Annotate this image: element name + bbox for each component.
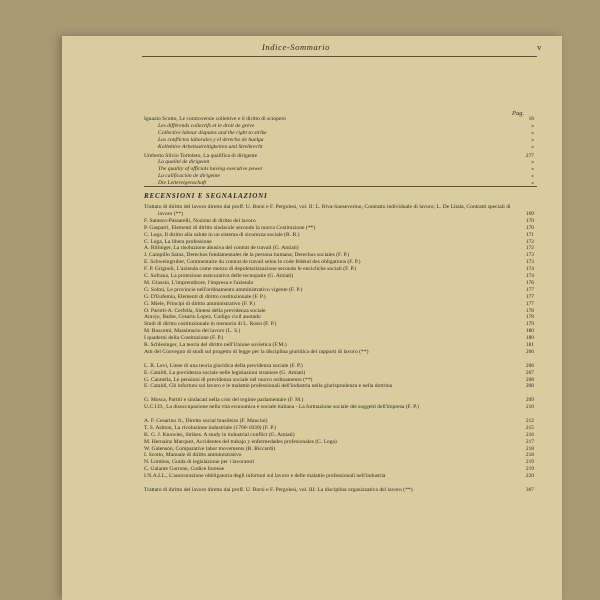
review-text: I.N.A.I.L., L'assicurazione obbligatoria degli infortuni sul lavoro e delle malattie professionali nell'industria — [144, 473, 386, 480]
entry-page: » — [531, 143, 534, 150]
review-entry — [144, 280, 534, 287]
review-text: Trattato di diritto del lavoro diretto dai proff. U. Borsi e F. Pergolesi, vol. II: L. Riva-Sanseverino, Contratto individuale di lavoro; L. De Litala, Contratti speciali di lavoro (**) — [144, 204, 511, 217]
review-page: 220 — [525, 473, 534, 480]
review-page: 210 — [525, 404, 534, 411]
review-page: 173 — [525, 259, 534, 266]
review-text: C. Galante Garrone, Codice forense — [144, 466, 225, 473]
review-text: G. D'Eufemia, Elementi di diritto costituzionale (F. P.) — [144, 293, 266, 300]
review-page: 217 — [525, 438, 534, 445]
review-text: U.C.I.D., La disoccupazione nella vita economica e sociale italiana - La formazione sociale dei soggetti dell'impresa (F. P.) — [144, 404, 419, 411]
entry-text: Umberto Silvio Tortoleto, La qualifica di dirigente — [144, 152, 258, 159]
review-entry — [144, 287, 534, 294]
review-page: 174 — [525, 266, 534, 273]
review-page: 173 — [525, 252, 534, 259]
article-entry — [144, 116, 534, 123]
review-entry — [144, 225, 534, 232]
review-entry — [144, 204, 534, 218]
entry-text: Die Leitereigenschaft — [158, 180, 207, 187]
review-text: I quaderni della Costituzione (F. P.) — [144, 335, 224, 342]
entry-page: » — [531, 129, 534, 136]
review-text: Atti del Convegno di studi sul progetto di legge per la disciplina giuridica dei rapporti di lavoro (**) — [144, 348, 369, 355]
entry-page: » — [531, 122, 534, 129]
review-entry — [144, 308, 534, 315]
entry-page: » — [531, 180, 534, 187]
review-page: 177 — [525, 293, 534, 300]
review-text: Trattato di diritto del lavoro diretto dai proff. U. Borsi e F. Pergolesi, vol. III: La disciplina organizzativa del lavoro (**) — [144, 486, 413, 493]
review-page: 178 — [525, 307, 534, 314]
review-entry — [144, 273, 534, 280]
review-text: N. Lombos, Guida di legislazione per i lavoratori — [144, 459, 255, 466]
review-page: 170 — [525, 224, 534, 231]
review-text: A. F. Cesarino Jr., Direito social brasileiro (F. Mancini) — [144, 417, 268, 424]
review-entry — [144, 425, 534, 432]
review-entry — [144, 266, 534, 273]
header-title: Indice-Sommario — [262, 42, 331, 52]
article-translation — [158, 130, 534, 137]
review-entry — [144, 294, 534, 301]
review-text: C. Lega, La libera professione — [144, 238, 212, 245]
review-page: 171 — [525, 231, 534, 238]
review-text: E. Cataldi, La previdenza sociale nelle legislazioni straniere (G. Amiati) — [144, 369, 306, 376]
review-page: 307 — [525, 486, 534, 493]
review-entry — [144, 301, 534, 308]
review-page: 172 — [525, 238, 534, 245]
entry-page: » — [531, 136, 534, 143]
review-entry — [144, 232, 534, 239]
review-text: T. S. Ashton, La rivoluzione industriale (1760-1830) (F. P.) — [144, 424, 276, 431]
article-translation — [158, 144, 534, 151]
review-entry — [144, 452, 534, 459]
entry-text: Les différends collectifs et le droit de grève — [158, 122, 255, 129]
review-text: J. Campillo Sainz, Derechos fundamentales de la persona humana; Derechos sociales (F. P.) — [144, 252, 350, 259]
section-rule — [144, 186, 537, 187]
review-page: 177 — [525, 286, 534, 293]
review-text: O. Parotti-A. Cerfella, Sintesi della previdenza sociale — [144, 307, 266, 314]
review-page: 169 — [525, 210, 534, 217]
review-text: W. Galenson, Comparative labor movements (R. Riccardi) — [144, 445, 276, 452]
article-translation — [158, 137, 534, 144]
review-page: 218 — [525, 445, 534, 452]
review-entry — [144, 383, 534, 390]
review-entry — [144, 370, 534, 377]
review-page: 215 — [525, 424, 534, 431]
review-entry — [144, 432, 534, 439]
review-page: 180 — [525, 335, 534, 342]
review-text: I. Scotto, Manuale di diritto amministrativo — [144, 452, 242, 459]
entry-page: » — [531, 159, 534, 166]
review-page: 208 — [525, 376, 534, 383]
entry-text: Ignazio Scotto, Le controversie collettive e il diritto di sciopero — [144, 116, 286, 122]
review-page: 179 — [525, 321, 534, 328]
review-text: K. G. J. Knowles, Strikes. A study in industrial conflict (G. Amiati) — [144, 431, 295, 438]
entry-text: The quality of officials having executive power — [158, 166, 263, 173]
review-page: 218 — [525, 452, 534, 459]
review-entry — [144, 218, 534, 225]
entry-text: Kollektive Arbeitsstreitigkeiten und Streikrecht — [158, 143, 263, 150]
review-page: 180 — [525, 328, 534, 335]
review-text: M. Buscemi, Massimario del lavoro (L. S.) — [144, 328, 241, 335]
review-text: M. Hernainz Marquez, Accidentes del trabajo y enfermedades profesionales (C. Lega) — [144, 438, 337, 445]
review-entry — [144, 487, 534, 494]
review-entry — [144, 404, 534, 411]
entry-text: La calificación de dirigente — [158, 173, 220, 180]
article-translation — [158, 173, 534, 180]
review-page: 181 — [525, 342, 534, 348]
review-page: 219 — [525, 466, 534, 473]
entry-page: » — [531, 173, 534, 180]
review-entry — [144, 342, 534, 349]
review-text: Aravjo, Barbe, Cesario Lopez, Codigo civil anotado — [144, 314, 261, 321]
review-text: G. Solmi, Le provincie nell'ordinamento amministrativo vigente (F. P.) — [144, 286, 303, 293]
review-page: 178 — [525, 314, 534, 321]
review-entry — [144, 418, 534, 425]
review-page: 206 — [525, 348, 534, 355]
review-page: 212 — [525, 417, 534, 424]
review-page: 177 — [525, 300, 534, 307]
review-page: 206 — [525, 362, 534, 369]
article-translation — [158, 123, 534, 130]
entry-text: La qualité de dirigeant — [158, 159, 210, 166]
review-text: L. R. Levi, Linee di una teoria giuridica della previdenza sociale (F. P.) — [144, 362, 303, 369]
review-page: 216 — [525, 431, 534, 438]
review-page: 208 — [525, 383, 534, 390]
review-text: P. Gasparri, Elementi di diritto sindacale secondo la nuova Costituzione (**) — [144, 224, 316, 231]
review-entry — [144, 363, 534, 370]
review-entry — [144, 335, 534, 342]
review-page: 172 — [525, 245, 534, 252]
review-page: 207 — [525, 369, 534, 376]
header-page-number: v — [537, 42, 542, 52]
entry-text: Los conflictos laborales y el derecho de huelga — [158, 136, 264, 143]
review-page: 174 — [525, 273, 534, 279]
entry-page: » — [531, 166, 534, 173]
review-text: M. Giussio, L'imprenditore, l'impresa e l'azienda — [144, 279, 253, 286]
review-text: R. Schlesinger, La teoria del diritto nell'Unione sovietica (F.M.) — [144, 342, 287, 348]
header-rule — [142, 56, 537, 57]
review-text: F. P. Grignoli, L'azienda come mezzo di depoletarizzazione secondo le encicliche sociali (F. P.) — [144, 266, 357, 273]
review-entry — [144, 473, 534, 480]
review-entry — [144, 349, 534, 356]
review-text: A. Rillinger, La risoluzione abusiva del contrat de travail (G. Amiati) — [144, 245, 299, 252]
review-text: C. Sofrana, La protezione assicurativa delle tecnopatie (G. Amiati) — [144, 273, 294, 279]
review-page: 170 — [525, 217, 534, 224]
review-entry — [144, 439, 534, 446]
article-entry — [144, 153, 534, 160]
review-text: F. Santoro-Passarelli, Nozioni di diritto del lavoro — [144, 217, 256, 224]
section-title: RECENSIONI E SEGNALAZIONI — [144, 192, 268, 200]
book-page — [62, 36, 562, 600]
review-text: E. Cataldi, Gli infortuni sul lavoro e le malattie professionali dell'industria nella giurisprudenza e nella dottrina — [144, 383, 393, 390]
review-text: E. Schweingruber, Commentaire du contrat de travail selon le code fédéral des obligations (F. P.) — [144, 259, 361, 266]
running-header — [62, 42, 562, 54]
review-text: G. Cannella, Le pensioni di previdenza sociale nel nuovo ordinamento (**) — [144, 376, 313, 383]
entry-text: Collective labour disputes and the right to strike — [158, 129, 267, 136]
review-text: G. Mosca, Partiti e sindacati nella crisi del regime parlamentare (F. M.) — [144, 397, 304, 404]
review-page: 219 — [525, 459, 534, 466]
review-text: Studi di diritto costituzionale in memoria di L. Rossi (F. P.) — [144, 321, 277, 328]
review-text: C. Lega, Il diritto alla salute in un sistema di sicurezza sociale (R. R.) — [144, 231, 300, 238]
entry-page: 277 — [525, 152, 534, 159]
review-page: 176 — [525, 279, 534, 286]
review-page: 209 — [525, 397, 534, 404]
review-entry — [144, 446, 534, 453]
entry-page: 16 — [528, 116, 534, 122]
pag-label: Pag. — [512, 110, 525, 117]
review-text: G. Miele, Principi di diritto amministrativo (F. P.) — [144, 300, 255, 307]
